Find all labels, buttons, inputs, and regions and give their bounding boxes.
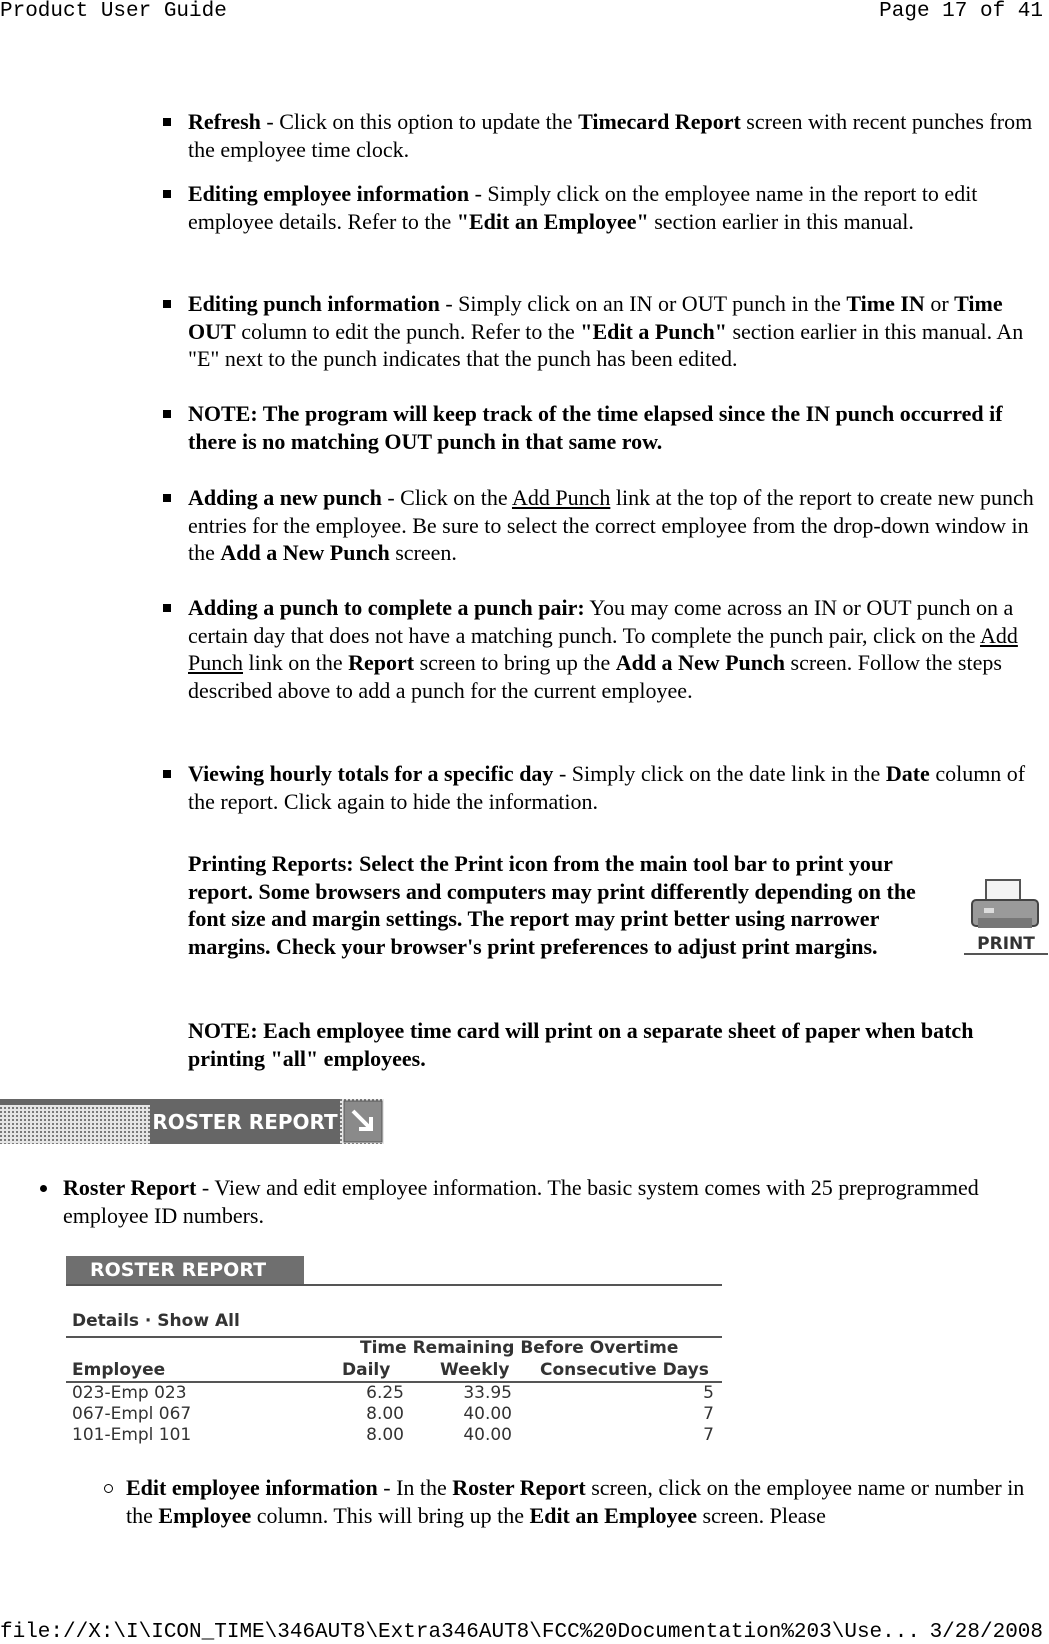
add-punch-link[interactable]: Add Punch [511,485,611,510]
term-hourly-totals: Viewing hourly totals for a specific day [188,761,554,786]
print-icon[interactable] [964,878,1048,956]
add-punch-link-2[interactable]: Add Punch [188,622,1018,675]
list-item-add-punch: Adding a new punch - Click on the Add Punch link at the top of the report to create new punch entries for the employee. Be sure to select the correct employee from the drop-down window in the Add a New Punch screen. [188,484,1048,567]
table-row-2-employee[interactable]: 067-Empl 067 [72,1404,192,1424]
roster-report-banner[interactable] [0,1099,384,1144]
printing-note: Printing Reports: Select the Print icon from the main tool bar to print your report. Some browsers and computers may print differently depending on the font size and margin settings. The report may print better using narrower margins. Check your browser's print preferences to adjust print margins. [188,851,916,959]
col-consecutive-days: Consecutive Days [540,1360,709,1380]
list-item-roster-report: Roster Report - View and edit employee information. The basic system comes with 25 preprogrammed employee ID numbers. [63,1174,1048,1230]
list-item-complete-pair: Adding a punch to complete a punch pair: You may come across an IN or OUT punch on a certain day that does not have a matching punch. To complete the punch pair, click on the Add Punch link on the Report screen to bring up the Add a New Punch screen. Follow the steps described above to add a punch for the current employee. [188,594,1048,704]
list-item-edit-punch: Editing punch information - Simply click on an IN or OUT punch in the Time IN or Time OUT column to edit the punch. Refer to the "Edit a Punch" section earlier in this manual. An "E" next to the punch indicates that the punch has been edited. [188,290,1048,373]
details-show-all-links[interactable]: Details · Show All [72,1311,240,1331]
roster-banner-label: ROSTER REPORT [152,1110,338,1134]
batch-note: NOTE: Each employee time card will print on a separate sheet of paper when batch printing "all" employees. [188,1018,974,1071]
table-row-2-weekly: 40.00 [463,1404,512,1424]
table-row-1-weekly: 33.95 [463,1383,512,1403]
header-page-number: Page 17 of 41 [879,0,1043,23]
header-doc-title: Product User Guide [0,0,227,23]
table-row-3-employee[interactable]: 101-Empl 101 [72,1425,192,1445]
table-row-3-weekly: 40.00 [463,1425,512,1445]
footer-file-path: file://X:\I\ICON_TIME\346AUT8\Extra346AUT8\FCC%20Documentation%203\Use... [0,1621,920,1644]
list-item-edit-employee: Editing employee information - Simply click on the employee name in the report to edit employee details. Refer to the "Edit an Employee" section earlier in this manual. [188,180,1048,235]
list-item-hourly-totals: Viewing hourly totals for a specific day - Simply click on the date link in the Date column of the report. Click again to hide the information. [188,760,1048,815]
roster-tab[interactable]: ROSTER REPORT [66,1256,304,1284]
col-daily: Daily [342,1360,391,1380]
term-refresh[interactable]: Refresh [188,109,261,134]
table-row-2-days: 7 [703,1404,714,1424]
table-row-1-daily: 6.25 [366,1383,404,1403]
table-row-1-employee[interactable]: 023-Emp 023 [72,1383,187,1403]
list-item-note-track [188,400,1048,455]
term-complete-pair: Adding a punch to complete a punch pair: [188,595,585,620]
term-edit-employee-sub: Edit employee information [126,1475,378,1500]
print-icon-label: PRINT [977,934,1035,954]
table-row-1-days: 5 [703,1383,714,1403]
col-weekly: Weekly [440,1360,510,1380]
table-row-3-daily: 8.00 [366,1425,404,1445]
term-add-punch: Adding a new punch [188,485,382,510]
table-row-2-daily: 8.00 [366,1404,404,1424]
col-employee: Employee [72,1360,166,1380]
note-track-text: NOTE: The program will keep track of the time elapsed since the IN punch occurred if there is no matching OUT punch in that same row. [188,401,1003,454]
overtime-group-header: Time Remaining Before Overtime [360,1338,679,1358]
list-item-edit-employee-sub: Edit employee information - In the Roster Report screen, click on the employee name or number in the Employee column. This will bring up the Edit an Employee screen. Please [126,1474,1046,1530]
list-item-refresh: Refresh - Click on this option to update the Timecard Report screen with recent punches from the employee time clock. [188,108,1048,163]
term-edit-employee: Editing employee information [188,181,470,206]
term-edit-punch: Editing punch information [188,291,440,316]
footer-date: 3/28/2008 [929,1621,1043,1644]
table-row-3-days: 7 [703,1425,714,1445]
term-roster-report: Roster Report [63,1175,197,1200]
roster-report-screenshot [66,1256,722,1451]
